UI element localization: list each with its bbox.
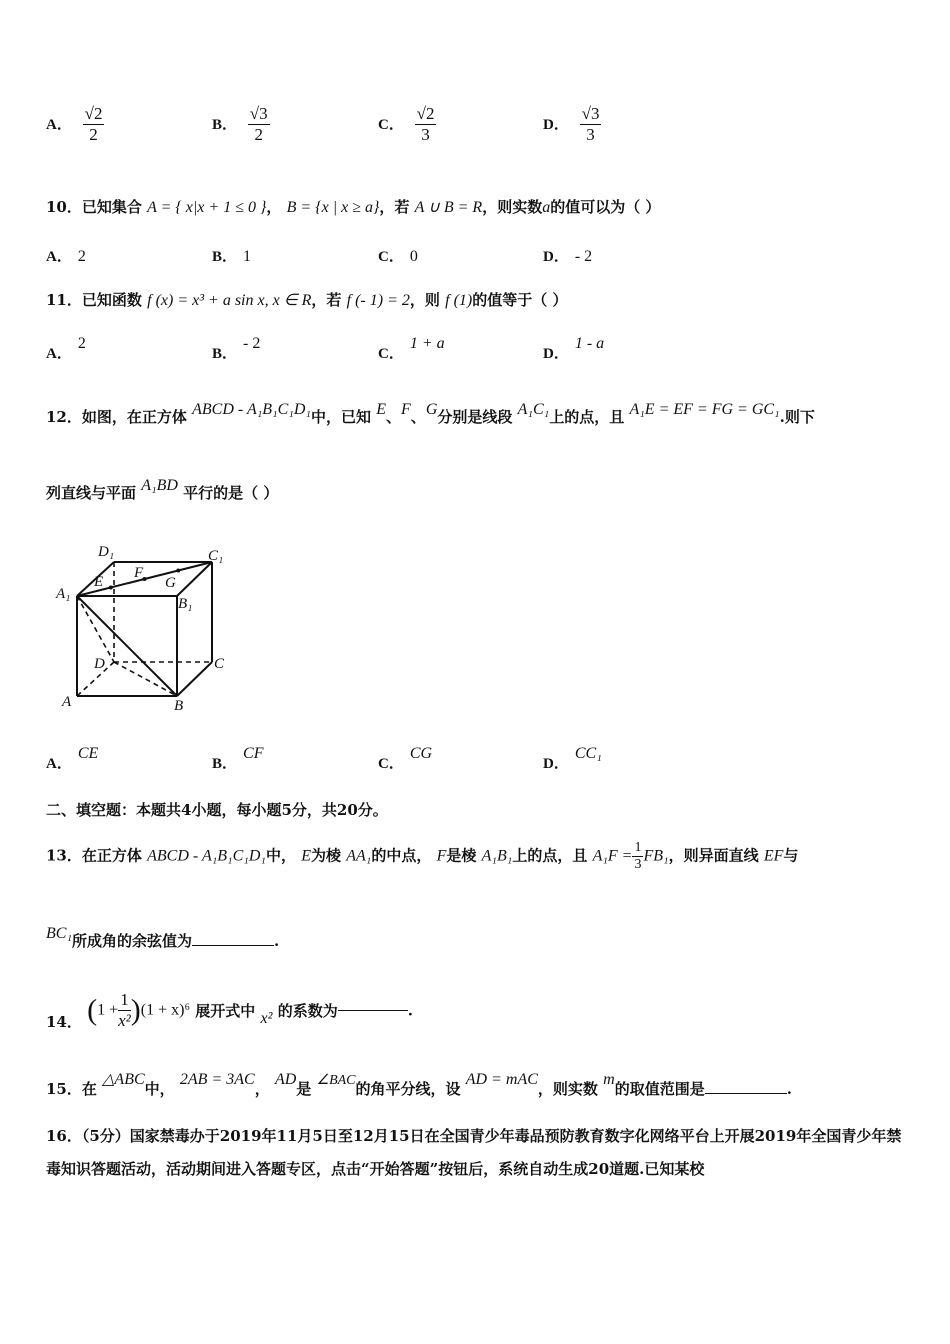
q14-fraction: $\frac{1}{\text{x²}}$ [118, 990, 131, 1030]
q11-option-c: C．1 + a [378, 335, 445, 362]
q12-option-a: A．CE [46, 745, 99, 772]
q10-option-b: B． 1 [212, 248, 252, 265]
q15-answer-blank[interactable] [705, 1093, 787, 1094]
q9-option-a: A． $\frac{√2}{2}$ [46, 104, 103, 144]
q10-option-c: C． 0 [378, 248, 418, 265]
q10-option-a: A． 2 [46, 248, 86, 265]
q9-option-c: C． $\frac{√2}{3}$ [378, 104, 435, 144]
q13-answer-blank[interactable] [192, 945, 274, 946]
q14-stem: 14． (1 + $\frac{1}{\text{x²}}$ )(1 + x)⁶ 展开式中 x² 的系数为 . [46, 990, 413, 1031]
q12-option-c: C．CG [378, 745, 433, 772]
q10-option-d: D． - 2 [543, 248, 593, 265]
q12-stem-line1: 12．如图，在正方体 ABCD - A₁B₁C₁D₁中，已知 E、F、G分别是线段 A₁C₁上的点，且 A₁E = EF = FG = GC₁.则下 [46, 401, 815, 426]
q12-option-b: B．CF [212, 745, 264, 772]
q13-stem-line2: BC₁所成角的余弦值为 . [46, 925, 280, 950]
q13-fraction: $\frac{1}{3}$ [634, 840, 642, 872]
label-a1: A₁ [56, 586, 71, 602]
label-d1: D₁ [98, 544, 115, 560]
q11-stem: 11．已知函数 f (x) = x³ + a sin x, x ∈ R，若 f (- 1) = 2，则 f (1)的值等于（ ） [46, 291, 568, 309]
q10-stem: 10．已知集合 A = { x|x + 1 ≤ 0 }， B = {x | x ≥ a}，若 A ∪ B = R，则实数a的值可以为（ ） [46, 198, 661, 216]
q9-option-a-fraction: $\frac{√2}{2}$ [84, 104, 103, 144]
label-f: F [134, 565, 144, 581]
label-d: D [94, 656, 105, 672]
q12-stem-line2: 列直线与平面 A₁BD 平行的是（ ） [46, 477, 279, 502]
q9-option-b: B． $\frac{√3}{2}$ [212, 104, 268, 144]
q11-option-a: A．2 [46, 335, 86, 362]
label-c: C [214, 656, 225, 672]
label-e: E [94, 574, 104, 590]
label-b1: B₁ [178, 596, 193, 612]
q11-option-b: B．- 2 [212, 335, 261, 362]
q12-option-d: D．CC₁ [543, 745, 602, 772]
q15-stem: 15．在 △ABC中， 2AB = 3AC， AD是 ∠BAC的角平分线，设 AD = mAC，则实数 m的取值范围是 . [46, 1071, 792, 1098]
q14-answer-blank[interactable] [338, 1010, 408, 1011]
q16-stem: 16．（5分）国家禁毒办于2019年11月5日至12月15日在全国青少年毒品预防教育数字化网络平台上开展2019年全国青少年禁毒知识答题活动，活动期间进入答题专区，点击“开始答题”按钮后，系统自动生成20道题.已知某校 [46, 1127, 902, 1178]
q9-option-d: D． $\frac{√3}{3}$ [543, 104, 600, 144]
label-a: A [62, 694, 72, 710]
q9-option-c-fraction: $\frac{√2}{3}$ [416, 104, 435, 144]
label-b: B [174, 698, 184, 714]
q9-option-d-fraction: $\frac{√3}{3}$ [581, 104, 600, 144]
q11-option-d: D．1 - a [543, 335, 605, 362]
cube-figure [54, 538, 234, 716]
section-2-heading: 二、填空题：本题共4小题，每小题5分，共20分。 [46, 801, 388, 819]
label-g: G [165, 575, 176, 591]
q9-option-b-fraction: $\frac{√3}{2}$ [249, 104, 268, 144]
label-c1: C₁ [208, 548, 224, 564]
q13-stem-line1: 13．在正方体 ABCD - A₁B₁C₁D₁中， E为棱 AA₁的中点， F是棱 A₁B₁上的点，且 A₁F = $\frac{1}{3}$ FB₁，则异面直线 EF与 [46, 840, 799, 872]
